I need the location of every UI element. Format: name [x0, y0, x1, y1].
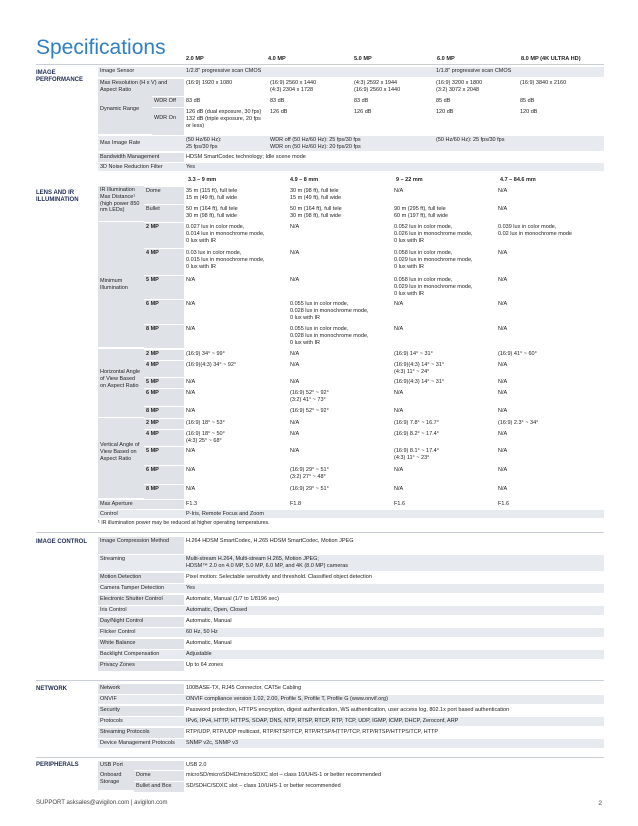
- spec-row: Image Compression Method H.264 HDSM SmartCodec, H.265 HDSM SmartCodec, Motion JPEG: [98, 536, 604, 553]
- spec-row: Day/Night Control Automatic, Manual: [98, 616, 604, 626]
- spec-row: 5 MP N/A N/A (16:9) 8.1° ~ 17.4° (4:3) 11° ~ 23° N/A: [144, 446, 604, 464]
- spec-row: Flicker Control 60 Hz, 50 Hz: [98, 627, 604, 637]
- spec-row: Protocols IPv6, IPv4, HTTP, HTTPS, SOAP, DNS, NTP, RTSP, RTCP, RTP, TCP, UDP, IGMP, ICMP, DHCP, Zeroconf, ARP: [98, 716, 604, 726]
- min-illumination-label: Minimum Illumination: [98, 222, 144, 347]
- spec-row: Streaming Multi-stream H.264, Multi-stream H.265, Motion JPEG; HDSM™ 2.0 on 4.0 MP, 5.0 MP, 6.0 MP, and 4K (8.0 MP) cameras: [98, 554, 604, 571]
- spec-row: Max Aperture F1.3 F1.8 F1.6 F1.6: [98, 499, 604, 508]
- vertical-angle-label: Vertical Angle of View Based on Aspect Ratio: [98, 418, 144, 498]
- spec-row: 4 MP 0.03 lux in color mode, 0.015 lux in monochrome mode, 0 lux with IR N/A 0.058 lux in color mode, 0.029 lux in monochrome mode, 0 lux with IR N/A: [144, 248, 604, 274]
- mp-header: 2.0 MP: [186, 56, 204, 62]
- horizontal-angle-label: Horizontal Angle of View Based on Aspect Ratio: [98, 349, 144, 417]
- spec-row: 8 MP N/A (16:9) 52° ~ 92° N/A N/A: [144, 406, 604, 417]
- dynamic-range-label: Dynamic Range: [98, 96, 152, 134]
- section-peripherals: PERIPHERALS: [36, 762, 79, 768]
- spec-row: ONVIF ONVIF compliance version 1.02, 2.00, Profile S, Profile T, Profile G (www.onvif.org): [98, 694, 604, 704]
- spec-row: 6 MP N/A (16:9) 29° ~ 51° (3:2) 27° ~ 48° N/A N/A: [144, 465, 604, 483]
- spec-row: Bullet 50 m (164 ft), full tele 30 m (98 ft), full wide 50 m (164 ft), full tele 30 m (98 ft), full wide 90 m (295 ft), full tele 60 m (197 ft), full wide N/A: [144, 204, 604, 221]
- spec-row: 2 MP 0.027 lux in color mode, 0.014 lux in monochrome mode, 0 lux with IR N/A 0.052 lux in color mode, 0.026 lux in monochrome mode, 0 lux with IR 0.039 lux in color mode, 0.02 lux in monochrome mode: [144, 222, 604, 247]
- spec-row: 5 MP N/A N/A (16:9)(4:3) 14° ~ 31° N/A: [144, 377, 604, 387]
- spec-row: 2 MP (16:9) 18° ~ 53° N/A (16:9) 7.8° ~ 16.7° (16:9) 2.3° ~ 34°: [144, 418, 604, 428]
- spec-row: Dome 35 m (115 ft), full tele 15 m (49 ft), full wide 30 m (98 ft), full tele 15 m (49 ft), full wide N/A N/A: [144, 186, 604, 203]
- spec-row: Bullet and Box SD/SDHC/SDXC slot – class 10/UHS-1 or better recommended: [134, 781, 604, 791]
- spec-row: Privacy Zones Up to 64 zones: [98, 660, 604, 670]
- footnote: ¹ IR illumination power may be reduced at higher operating temperatures.: [98, 520, 270, 526]
- spec-row: Device Management Protocols SNMP v2c, SNMP v3: [98, 738, 604, 748]
- spec-row: Image Sensor 1/2.8" progressive scan CMOS 1/1.8" progressive scan CMOS: [98, 66, 604, 77]
- spec-row: Security Password protection, HTTPS encryption, digest authentication, WS authentication, user access log, 802.1x port based authentication: [98, 705, 604, 715]
- spec-row: 2 MP (16:9) 34° ~ 99° N/A (16:9) 14° ~ 31° (16:9) 41° ~ 60°: [144, 349, 604, 359]
- spec-row: Motion Detection Pixel motion: Selectable sensitivity and threshold. Classified object detection: [98, 572, 604, 582]
- mp-header: 8.0 MP (4K ULTRA HD): [521, 56, 581, 62]
- spec-row: Streaming Protocols RTP/UDP, RTP/UDP multicast, RTP/RTSP/TCP, RTP/RTSP/HTTP/TCP, RTP/RTSP/HTTPS/TCP, HTTP: [98, 727, 604, 737]
- section-network: NETWORK: [36, 686, 67, 692]
- section-lens: LENS AND IR ILLUMINATION: [36, 190, 79, 204]
- mp-header: 5.0 MP: [354, 56, 372, 62]
- spec-row: Dome microSD/microSDHC/microSDXC slot – class 10/UHS-1 or better recommended: [134, 770, 604, 780]
- spec-row: Max Image Rate (50 Hz/60 Hz): 25 fps/30 fps WDR off (50 Hz/60 Hz): 25 fps/30 fps WDR on (50 Hz/60 Hz): 20 fps/20 fps (50 Hz/60 Hz): 25 fps/30 fps: [98, 135, 604, 151]
- spec-row: USB Port USB 2.0: [98, 760, 604, 769]
- spec-row: 8 MP N/A (16:9) 29° ~ 51° N/A N/A: [144, 484, 604, 498]
- mp-header: 6.0 MP: [437, 56, 455, 62]
- section-image-performance: IMAGE PERFORMANCE: [36, 70, 84, 84]
- page-title: Specifications: [36, 36, 166, 59]
- spec-row: Max Resolution (H x V) and Aspect Ratio (16:9) 1920 x 1080 (16:9) 2560 x 1440 (4:3) 2304 x 1728 (4:3) 2592 x 1944 (16:9) 2560 x 1440 (16:9) 3200 x 1800 (3:2) 3072 x 2048 (16:9) 3840 x 2160: [98, 78, 604, 95]
- spec-row: WDR On 126 dB (dual exposure, 30 fps) 132 dB (triple exposure, 20 fps or less) 126 dB 126 dB 120 dB 120 dB: [152, 107, 604, 134]
- section-image-control: IMAGE CONTROL: [36, 539, 87, 545]
- spec-row: 3D Noise Reduction Filter Yes: [98, 162, 604, 171]
- spec-row: 8 MP N/A 0.055 lux in color mode, 0.028 lux in monochrome mode, 0 lux with IR N/A N/A: [144, 324, 604, 347]
- spec-row: 6 MP N/A 0.055 lux in color mode, 0.028 lux in monochrome mode, 0 lux with IR N/A N/A: [144, 299, 604, 323]
- spec-row: Electronic Shutter Control Automatic, Manual (1/7 to 1/8196 sec): [98, 594, 604, 604]
- spec-row: Control P-Iris, Remote Focus and Zoom: [98, 509, 604, 518]
- focal-header-row: 3.3 – 9 mm 4.9 – 8 mm 9 – 22 mm 4.7 – 84.6 mm: [98, 175, 604, 184]
- spec-row: Network 100BASE-TX, RJ45 Connector, CAT5e Cabling: [98, 683, 604, 693]
- onboard-storage-label: Onboard Storage: [98, 770, 134, 790]
- spec-row: Camera Tamper Detection Yes: [98, 583, 604, 593]
- spec-row: Backlight Compensation Adjustable: [98, 649, 604, 659]
- page-number: 2: [598, 800, 602, 807]
- spec-row: White Balance Automatic, Manual: [98, 638, 604, 648]
- spec-row: Bandwidth Management HDSM SmartCodec technology; Idle scene mode: [98, 152, 604, 161]
- spec-row: 5 MP N/A N/A 0.058 lux in color mode, 0.029 lux in monochrome mode, 0 lux with IR N/A: [144, 275, 604, 298]
- support-footer: SUPPORT asksales@avigilon.com | avigilon.com: [36, 800, 168, 806]
- spec-row: Iris Control Automatic, Open, Closed: [98, 605, 604, 615]
- spec-row: 6 MP N/A (16:9) 52° ~ 92° (3:2) 41° ~ 73° N/A N/A: [144, 388, 604, 405]
- spec-row: 4 MP (16:9) 18° ~ 50° (4:3) 25° ~ 68° N/A (16:9) 8.2° ~ 17.4° N/A: [144, 429, 604, 445]
- spec-row: 4 MP (16:9)(4:3) 34° ~ 92° N/A (16:9)(4:3) 14° ~ 31° (4:3) 11° ~ 24° N/A: [144, 360, 604, 376]
- mp-header: 4.0 MP: [268, 56, 286, 62]
- ir-distance-label: IR Illumination Max Distance¹ (high power 850 nm LEDs): [98, 186, 144, 221]
- spec-row: WDR Off 83 dB 83 dB 83 dB 85 dB 85 dB: [152, 96, 604, 106]
